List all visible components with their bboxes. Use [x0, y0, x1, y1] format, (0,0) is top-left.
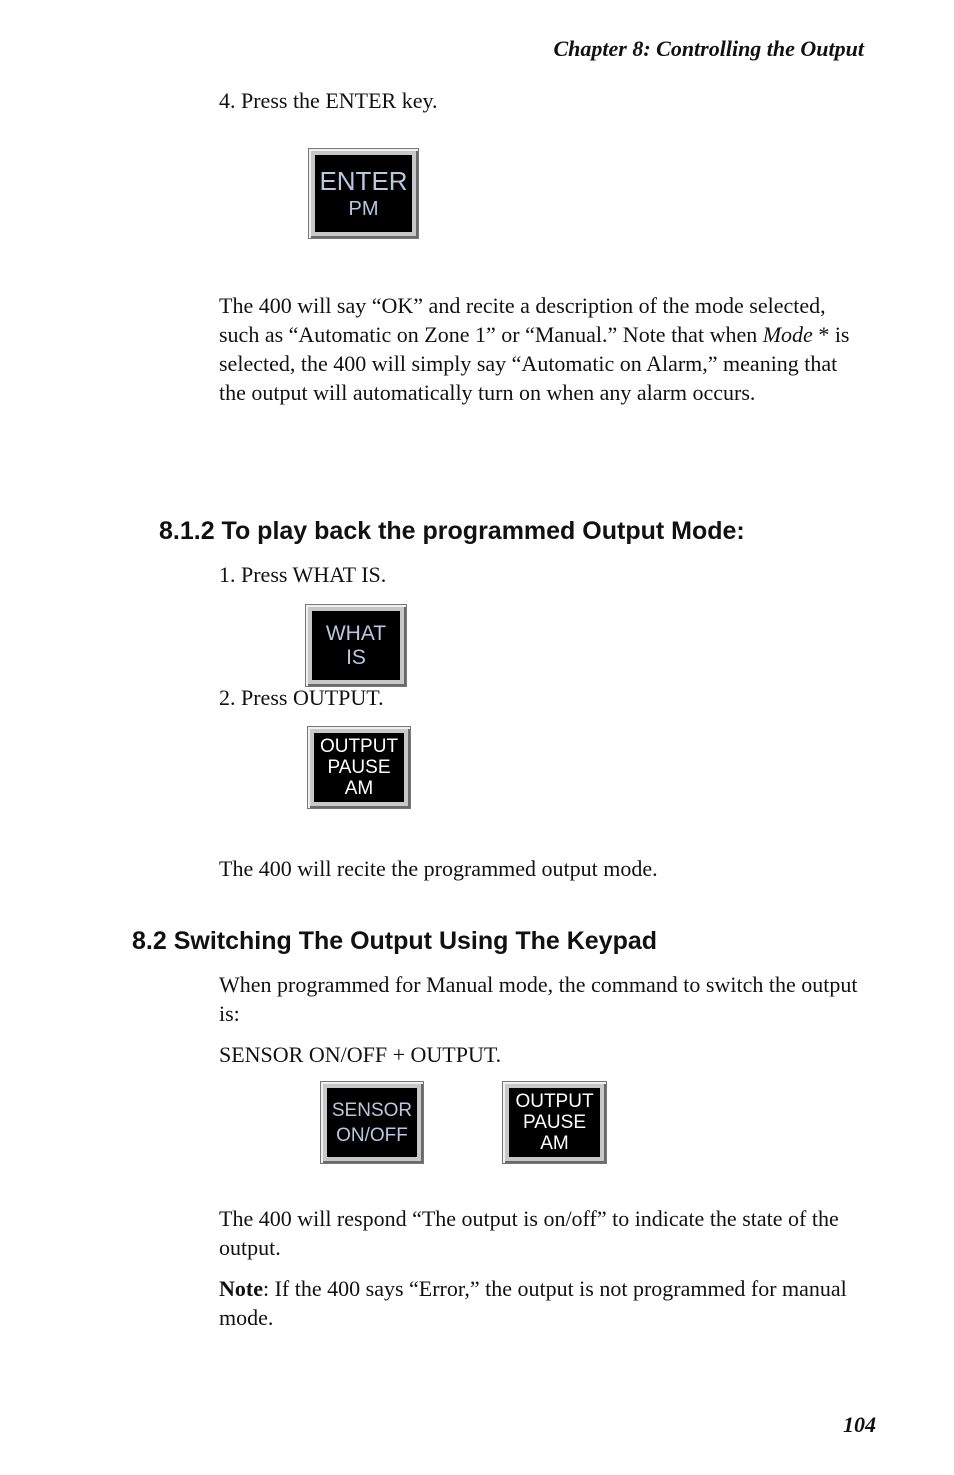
para1-part1: The 400 will say “OK” and recite a description of the mode selected, such as “Automatic on Zone 1” or “Manual.” Note that when: [219, 293, 826, 347]
output-key-line2: PAUSE: [327, 757, 391, 778]
step-4-text: 4. Press the ENTER key.: [219, 88, 438, 113]
para1-part2: * is selected, the 400 will simply say “Automatic on Alarm,” meaning that the output will automatically turn on when any alarm occurs.: [219, 322, 850, 405]
sensor-on-off-key: [320, 1081, 424, 1164]
sensor-key-face: [327, 1088, 417, 1157]
enter-key-face: [315, 155, 412, 232]
output-key-2-line3: AM: [540, 1133, 569, 1154]
output-key-2-line1: OUTPUT: [515, 1091, 594, 1112]
enter-key-sublabel: PM: [348, 197, 379, 220]
output-key-2: [502, 1081, 607, 1164]
section-8-1-2-heading: 8.1.2 To play back the programmed Output Mode:: [159, 517, 745, 545]
output-key-line1: OUTPUT: [319, 736, 399, 757]
chapter-header: Chapter 8: Controlling the Output: [553, 36, 864, 61]
what-is-key: [305, 604, 407, 687]
note-label: Note: [219, 1276, 263, 1301]
respond-paragraph: The 400 will respond “The output is on/off” to indicate the state of the output.: [219, 1206, 839, 1260]
command-text: SENSOR ON/OFF + OUTPUT.: [219, 1042, 502, 1067]
section-8-2-heading: 8.2 Switching The Output Using The Keypad: [132, 927, 658, 955]
what-is-key-line2: IS: [346, 645, 366, 669]
enter-result-paragraph: [219, 291, 859, 407]
sensor-key-line1: SENSOR: [331, 1099, 413, 1121]
manual-mode-intro: When programmed for Manual mode, the command to switch the output is:: [219, 972, 858, 1026]
output-key-2-face: [509, 1088, 600, 1157]
page-number: 104: [843, 1412, 876, 1437]
playback-result-text: The 400 will recite the programmed output mode.: [219, 856, 658, 881]
mode-italic: Mode: [762, 322, 813, 347]
enter-key-label: ENTER: [319, 165, 408, 196]
note-text: : If the 400 says “Error,” the output is not programmed for manual mode.: [219, 1276, 847, 1330]
what-is-key-face: [312, 611, 400, 680]
note-paragraph: [219, 1274, 859, 1332]
output-key: [307, 726, 411, 809]
step-1-text: 1. Press WHAT IS.: [219, 562, 387, 587]
output-key-line3: AM: [344, 778, 374, 799]
output-key-face: [314, 733, 404, 802]
what-is-key-line1: WHAT: [325, 621, 387, 645]
enter-key: [308, 148, 419, 239]
step-2-text: 2. Press OUTPUT.: [219, 685, 384, 710]
sensor-key-line2: ON/OFF: [336, 1124, 408, 1146]
output-key-2-line2: PAUSE: [522, 1112, 586, 1133]
